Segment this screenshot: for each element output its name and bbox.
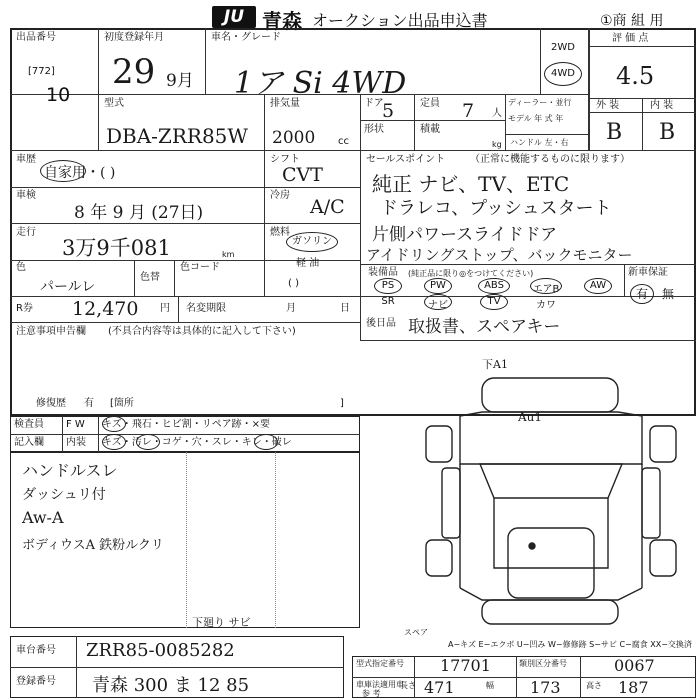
exterior-grade: B xyxy=(606,120,623,145)
sales-point-line-1: 純正 ナビ、TV、ETC xyxy=(372,172,570,196)
height-value: 187 xyxy=(618,678,649,697)
type-label: 型式指定番号 xyxy=(356,659,404,668)
recycle-label: R券 xyxy=(16,303,33,314)
inspector-note-3: Aw-A xyxy=(22,508,64,527)
lot-label: 出品番号 xyxy=(16,32,56,43)
ac-label: 冷房 xyxy=(270,190,290,201)
length-label: 長さ xyxy=(400,681,416,690)
length-value: 471 xyxy=(424,678,455,697)
equip-airbag-circle xyxy=(530,278,562,294)
fuel-option-other: ( ) xyxy=(288,278,299,289)
color-value: パールレ xyxy=(40,279,96,295)
history-label: 車歴 xyxy=(16,154,36,165)
sales-point-line-3: 片側パワースライドドア xyxy=(372,225,558,245)
displacement-unit: cc xyxy=(338,136,349,147)
sheet-label: ①商 組 用 xyxy=(600,13,664,29)
inspection-value: 8 年 9 月 (27日) xyxy=(74,203,204,223)
sales-point-line-4: アイドリングストップ、バックモニター xyxy=(366,246,633,264)
model-value: DBA-ZRR85W xyxy=(106,124,248,148)
recycle-value: 12,470 xyxy=(72,298,139,320)
shift-label: シフト xyxy=(270,154,300,165)
mileage-value: 3万9千081 xyxy=(62,236,171,260)
repair-part-label: [箇所 xyxy=(110,398,134,409)
equip-navi: ナビ xyxy=(428,300,448,311)
fuel-option-gasoline: ガソリン xyxy=(292,236,332,247)
car-name: 1ア Si 4WD xyxy=(234,66,407,101)
inspector-row2-items: キズ・汚レ・コゲ・穴・スレ・キレ・破レ xyxy=(102,437,292,448)
repair-history-mark: 有 xyxy=(84,398,94,409)
fuel-option-diesel: 軽 油 xyxy=(296,258,320,269)
post-delivery-label: 後日品 xyxy=(366,318,396,329)
equip-pw: PW xyxy=(430,280,446,291)
history-value: 自家用・( ) xyxy=(44,165,116,181)
load-label: 積載 xyxy=(420,124,440,135)
inspector-row2-label: 記入欄 xyxy=(14,437,44,448)
logo: JU xyxy=(212,6,256,28)
shift-value: CVT xyxy=(282,164,323,186)
plate-label: 登録番号 xyxy=(16,676,56,687)
registration-term-label: 名変期限 xyxy=(186,303,226,314)
equip-ps: PS xyxy=(381,280,395,291)
post-delivery-value: 取扱書、スペアキー xyxy=(408,317,561,337)
type-value: 17701 xyxy=(440,656,491,675)
inspector-row1-label: 検査員 xyxy=(14,419,44,430)
capacity-label: 定員 xyxy=(420,98,440,109)
diagram-mark-underbody: 下廻り サビ xyxy=(192,616,251,629)
registration-term-day: 日 xyxy=(340,303,350,314)
equipment-note: (純正品に限り◎をつけてください) xyxy=(408,269,534,278)
warranty-yes-circle xyxy=(630,284,654,304)
sales-points-label: セールスポイント xyxy=(366,154,446,165)
fuel-label: 燃料 xyxy=(270,227,290,238)
diagram-mark-hood: Au1 xyxy=(518,410,543,424)
equip-navi-circle xyxy=(424,294,452,310)
int-wear-circle xyxy=(254,434,278,450)
rating-score: 4.5 xyxy=(616,62,655,90)
inspector-row1-items: キズ・飛石・ヒビ割・リペア跡・×要 xyxy=(102,419,270,430)
interior-row-label: 内装 xyxy=(66,437,86,448)
size-ref: 参 考 xyxy=(362,689,381,698)
equip-leather: カワ xyxy=(536,300,556,311)
int-dirt-circle xyxy=(136,434,160,450)
equipment-label: 装備品 xyxy=(368,267,398,278)
equip-tv-circle xyxy=(480,294,508,310)
model-label: 型式 xyxy=(104,98,124,109)
ac-value: A/C xyxy=(310,196,345,218)
drive-4wd-label: 4WD xyxy=(551,68,575,79)
equip-airbag: エアB xyxy=(532,284,560,295)
shape-label: 形状 xyxy=(364,124,384,135)
inspector-note-1: ハンドルスレ xyxy=(22,461,118,480)
equip-abs: ABS xyxy=(484,280,504,291)
registration-label: 初度登録年月 xyxy=(104,32,164,43)
color-change-label: 色替 xyxy=(140,272,160,283)
interior-label: 内 装 xyxy=(650,100,674,111)
displacement-label: 排気量 xyxy=(270,98,300,109)
notice-note: (不具合内容等は具体的に記入して下さい) xyxy=(108,326,296,337)
equip-ps-circle xyxy=(374,278,402,294)
repair-part-end: ] xyxy=(340,398,344,409)
sales-points-note: （正常に機能するものに限ります） xyxy=(470,154,630,165)
interior-grade: B xyxy=(659,120,676,145)
displacement-value: 2000 xyxy=(272,128,316,148)
form-title: オークション出品申込書 xyxy=(312,11,488,30)
registration-term-month: 月 xyxy=(286,303,296,314)
registration-month: 9月 xyxy=(166,71,194,91)
car-damage-diagram xyxy=(420,368,682,634)
equip-abs-circle xyxy=(478,278,510,294)
mileage-unit: km xyxy=(222,250,235,259)
damage-legend: A−キズ E−エクボ U−凹み W−修修跡 S−サビ C−腐食 XX−交換済 xyxy=(448,640,692,649)
repair-history-label: 修復歴 xyxy=(36,398,66,409)
plate-value: 青森 300 ま 12 85 xyxy=(92,675,250,696)
chassis-label: 車台番号 xyxy=(16,645,56,656)
class-label: 類別区分番号 xyxy=(519,659,567,668)
fw-label: F W xyxy=(66,419,85,430)
new-car-warranty-label: 新車保証 xyxy=(628,267,668,278)
warranty-yes: 有 xyxy=(636,287,649,301)
registration-year: 29 xyxy=(112,52,156,92)
height-label: 高さ xyxy=(586,681,602,690)
capacity-unit: 人 xyxy=(492,108,502,119)
dealer-label: ディーラー・並行 xyxy=(508,98,572,107)
int-scratch-circle xyxy=(102,434,126,450)
handle-label: ハンドル 左・右 xyxy=(510,138,569,147)
inspector-note-2: ダッシュリ付 xyxy=(22,487,106,503)
inspection-label: 車検 xyxy=(16,190,36,201)
capacity-value: 7 xyxy=(462,100,475,122)
name-label: 車名・グレード xyxy=(211,32,281,43)
sales-point-line-2: ドラレコ、プッシュスタート xyxy=(380,198,612,219)
fw-scratch-circle xyxy=(102,416,126,432)
lot-number: 10 xyxy=(46,84,71,106)
color-code-label: 色コード xyxy=(180,262,220,273)
chassis-value: ZRR85-0085282 xyxy=(86,640,235,661)
width-value: 173 xyxy=(530,678,561,697)
diagram-mark-front: 下A1 xyxy=(482,358,508,371)
equip-aw-circle xyxy=(584,278,612,294)
brand-name: 青森 xyxy=(262,9,302,33)
doors-value: 5 xyxy=(382,100,395,122)
model-year-label: モデル 年 式 年 xyxy=(508,114,564,123)
recycle-unit: 円 xyxy=(160,303,170,314)
exterior-label: 外 装 xyxy=(596,100,620,111)
drive-2wd-label: 2WD xyxy=(551,42,575,53)
equip-sr: SR xyxy=(381,296,395,307)
size-label: 車庫法適用車 xyxy=(356,680,404,689)
width-label: 幅 xyxy=(486,681,494,690)
color-label: 色 xyxy=(16,262,26,273)
doors-label: ドア xyxy=(364,98,384,109)
rating-label: 評 価 点 xyxy=(612,33,649,44)
equip-aw: AW xyxy=(589,280,607,291)
lot-sub-code: [772] xyxy=(28,66,55,77)
equip-tv: TV xyxy=(487,296,501,307)
inspector-note-4: ボディウスA 鉄粉ルクリ xyxy=(22,538,164,553)
mileage-label: 走行 xyxy=(16,227,36,238)
class-value: 0067 xyxy=(614,656,655,675)
load-unit: kg xyxy=(492,140,502,149)
notice-label: 注意事項申告欄 xyxy=(16,326,86,337)
spare-label: スペア xyxy=(404,628,428,637)
equip-pw-circle xyxy=(424,278,452,294)
warranty-no: 無 xyxy=(662,287,675,301)
